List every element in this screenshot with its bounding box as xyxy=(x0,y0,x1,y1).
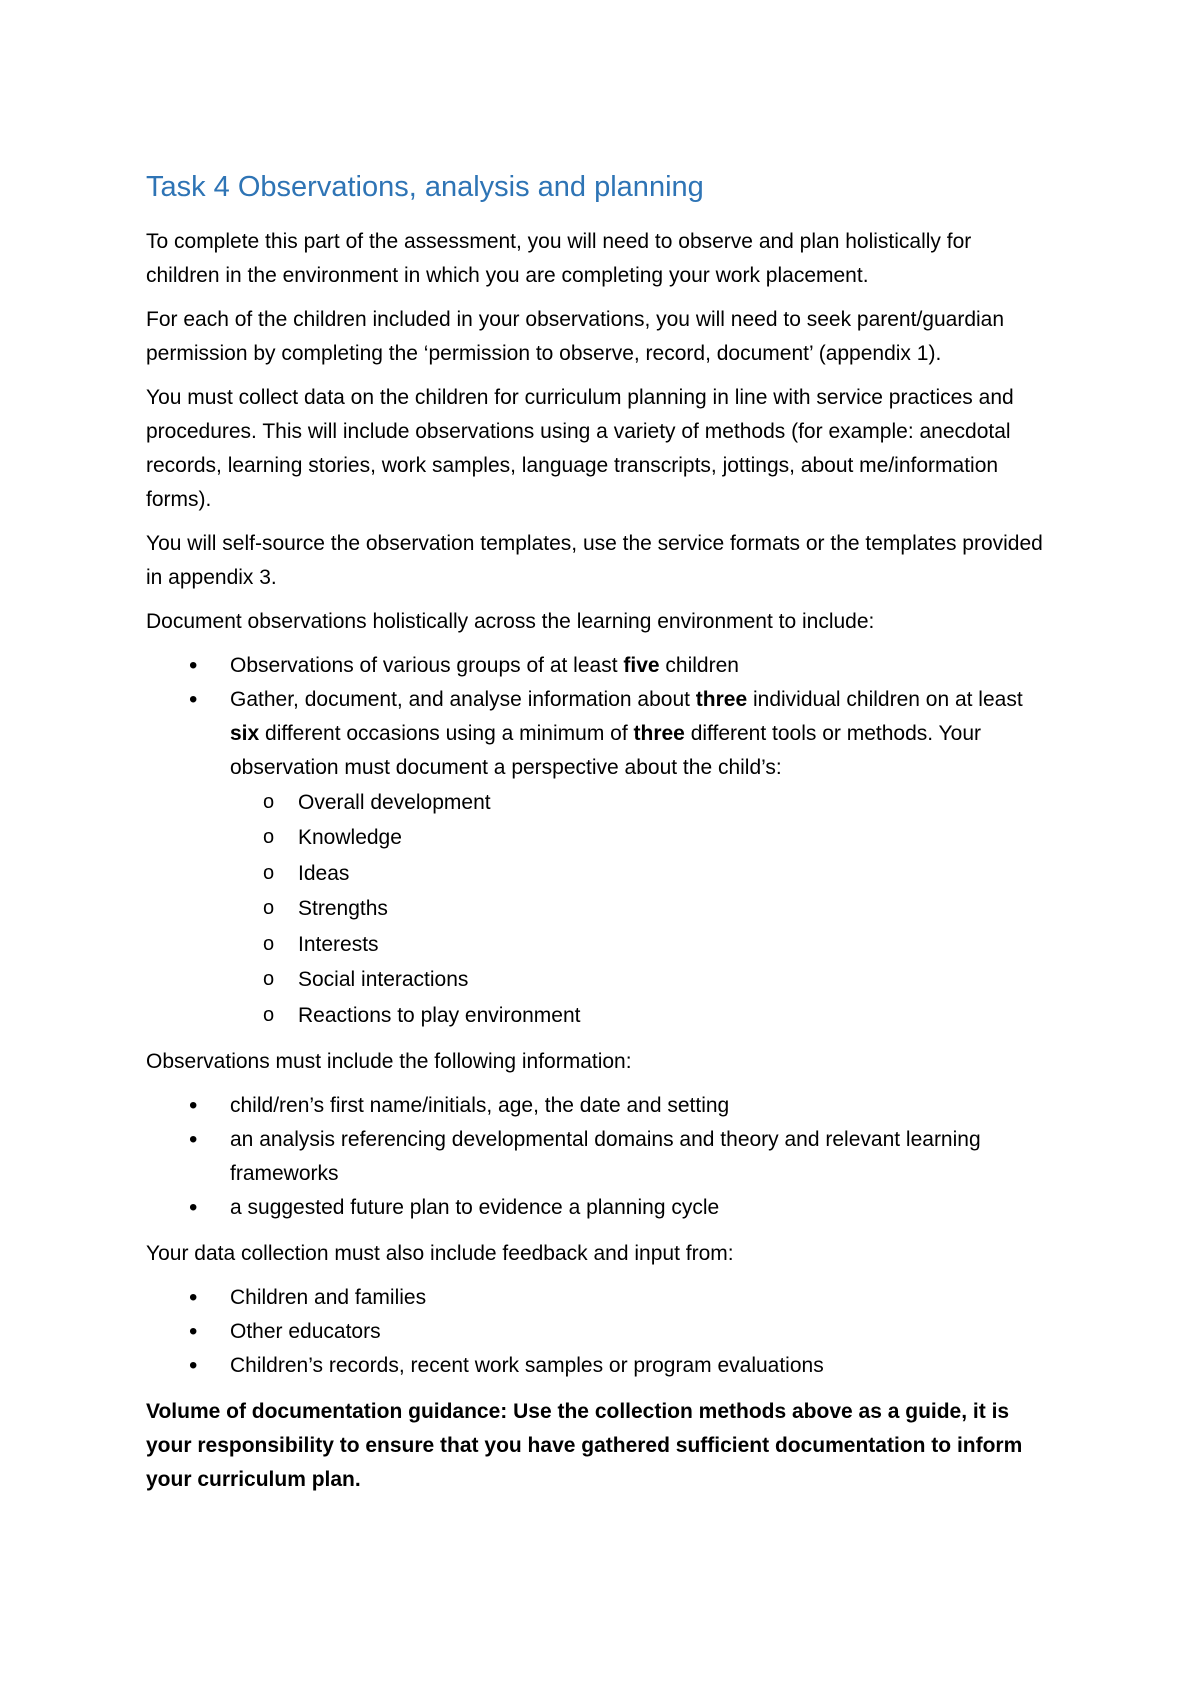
volume-guidance: Volume of documentation guidance: Use the collection methods above as a guide, it is your responsibility to ensure that you have gathered sufficient documentation to inform your curriculum plan. xyxy=(146,1400,1023,1492)
list-item-text: different occasions using a minimum of xyxy=(259,721,634,745)
templates-paragraph: You will self-source the observation templates, use the service formats or the templates provided in appendix 3. xyxy=(146,531,1043,589)
list-item-text: Observations of various groups of at least xyxy=(230,653,624,677)
emphasis-text: six xyxy=(230,721,260,745)
list-item xyxy=(146,649,1050,683)
information-intro: Observations must include the following information: xyxy=(146,1050,632,1074)
list-item: • a suggested future plan to evidence a planning cycle xyxy=(146,1191,1050,1225)
list-item-text: Gather, document, and analyse information about xyxy=(230,687,696,711)
sublist-item: o Strengths xyxy=(230,891,1050,927)
sublist-item: o Reactions to play environment xyxy=(230,998,1050,1034)
data-collection-paragraph: You must collect data on the children for curriculum planning in line with service practices and procedures. This will include observations using a variety of methods (for example: anecdotal records, learning stories, work samples, language transcripts, jottings, about me/information forms). xyxy=(146,385,1014,511)
list-item: • Children and families xyxy=(146,1281,1050,1315)
emphasis-text: five xyxy=(623,653,660,677)
sublist-item: o Overall development xyxy=(230,785,1050,821)
list-item: • Children’s records, recent work samples or program evaluations xyxy=(146,1349,1050,1383)
permission-paragraph: For each of the children included in your observations, you will need to seek parent/guardian permission by completing the ‘permission to observe, record, document’ (appendix 1). xyxy=(146,307,1005,365)
emphasis-text: three xyxy=(633,721,685,745)
sublist-item: o Ideas xyxy=(230,856,1050,892)
list-item xyxy=(146,683,1050,1034)
list-item-text: children xyxy=(659,653,739,677)
document-observations-paragraph: Document observations holistically across the learning environment to include: xyxy=(146,609,875,633)
list-item: • Other educators xyxy=(146,1315,1050,1349)
intro-paragraph: To complete this part of the assessment, you will need to observe and plan holistically for children in the environment in which you are completing your work placement. xyxy=(146,229,972,287)
sublist-item: o Social interactions xyxy=(230,962,1050,998)
information-list xyxy=(146,1089,1050,1225)
feedback-intro: Your data collection must also include feedback and input from: xyxy=(146,1242,734,1266)
sublist-item: o Knowledge xyxy=(230,820,1050,856)
list-item: • an analysis referencing developmental domains and theory and relevant learning frameworks xyxy=(146,1123,1050,1191)
list-item-text: different tools or methods. Your observation must document a perspective about the child’s: xyxy=(230,721,981,779)
list-item: • child/ren’s first name/initials, age, the date and setting xyxy=(146,1089,1050,1123)
sublist-item: o Interests xyxy=(230,927,1050,963)
list-item-text: individual children on at least xyxy=(747,687,1023,711)
emphasis-text: three xyxy=(695,687,748,711)
task-title: Task 4 Observations, analysis and planning xyxy=(146,171,704,203)
perspective-sublist xyxy=(230,785,1050,1034)
observation-requirements-list xyxy=(146,649,1050,1034)
feedback-list xyxy=(146,1281,1050,1383)
